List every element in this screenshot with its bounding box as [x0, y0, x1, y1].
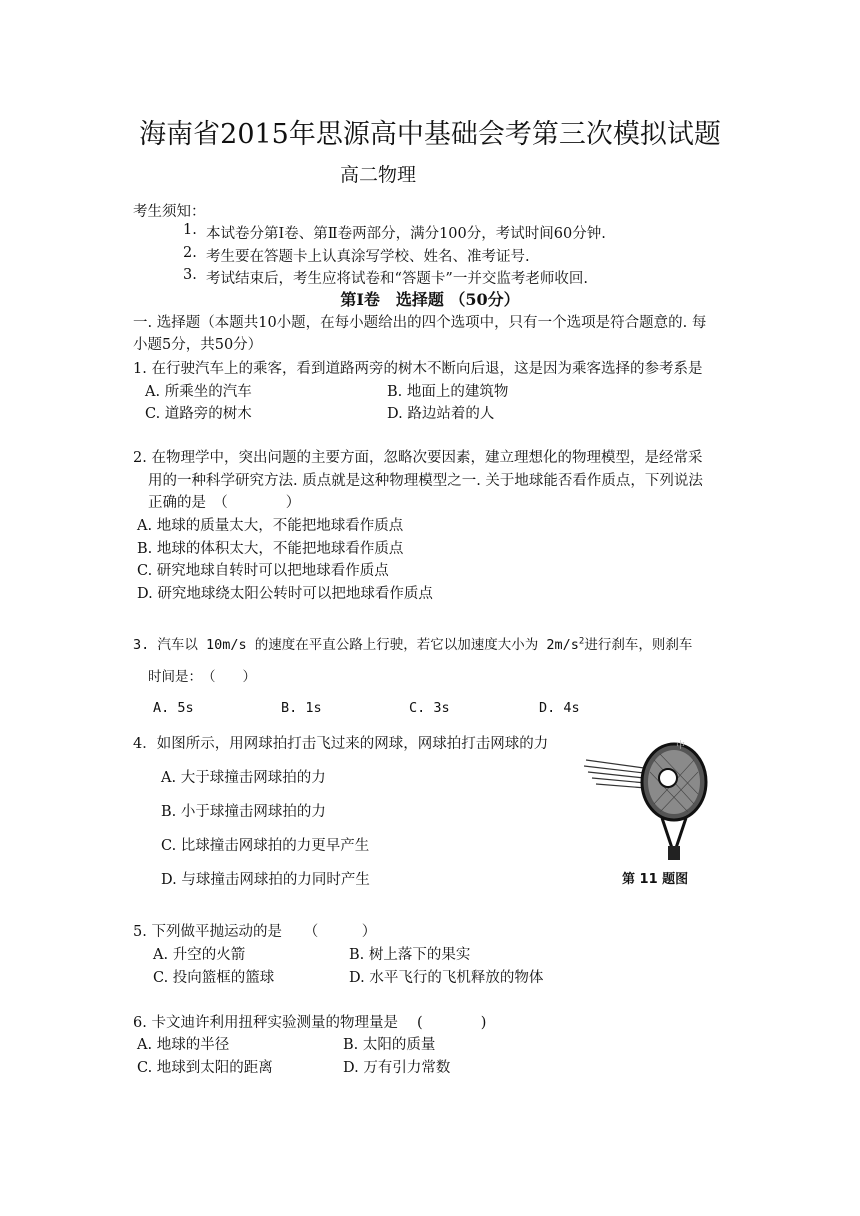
question-stem: 5. 下列做平抛运动的是 （ ） — [133, 924, 377, 940]
option: C. 投向篮框的篮球 — [153, 970, 275, 986]
option: B. 树上落下的果实 — [349, 947, 471, 963]
option: B. 小于球撞击网球拍的力 — [161, 804, 326, 820]
option: B. 地面上的建筑物 — [387, 384, 509, 400]
subject-subtitle: 高二物理 — [340, 164, 417, 186]
notice-item-num: 1. — [183, 222, 197, 238]
tennis-racket-figure — [584, 740, 714, 890]
question-stem: 时间是： （ ） — [148, 669, 256, 685]
option: C. 3s — [409, 700, 450, 716]
option: D. 水平飞行的飞机释放的物体 — [349, 970, 544, 986]
option: D. 路边站着的人 — [387, 406, 495, 422]
question-stem: 用的一种科学研究方法. 质点就是这种物理模型之一. 关于地球能否看作质点，下列说法 — [148, 473, 703, 489]
option: D. 研究地球绕太阳公转时可以把地球看作质点 — [137, 586, 433, 602]
notice-item: 本试卷分第Ⅰ卷、第Ⅱ卷两部分，满分100分，考试时间60分钟. — [206, 226, 606, 242]
page-title: 海南省2015年思源高中基础会考第三次模拟试题 — [139, 119, 721, 150]
option: A. 地球的半径 — [137, 1037, 230, 1053]
option: B. 太阳的质量 — [343, 1037, 436, 1053]
question-stem: 正确的是 （ ） — [148, 495, 301, 511]
notice-item-num: 3. — [183, 267, 197, 283]
option: A. 大于球撞击网球拍的力 — [161, 770, 326, 786]
option: C. 地球到太阳的距离 — [137, 1060, 273, 1076]
question-stem: 6. 卡文迪许利用扭秤实验测量的物理量是 ( ) — [133, 1015, 487, 1031]
option: B. 地球的体积太大，不能把地球看作质点 — [137, 541, 404, 557]
option: C. 道路旁的树木 — [145, 406, 252, 422]
question-stem: 3. 汽车以 10m/s 的速度在平直公路上行驶，若它以加速度大小为 $2m/s^2$进行刹车，则刹车 — [133, 636, 693, 653]
question-stem: 4．如图所示，用网球拍打击飞过来的网球，网球拍打击网球的力 — [133, 736, 549, 752]
option: D. 与球撞击网球拍的力同时产生 — [161, 872, 370, 888]
option: A. 5s — [153, 700, 194, 716]
svg-text:中: 中 — [676, 741, 686, 751]
notice-item: 考试结束后，考生应将试卷和“答题卡”一并交监考老师收回. — [206, 271, 588, 287]
notice-item: 考生要在答题卡上认真涂写学校、姓名、准考证号. — [206, 249, 530, 265]
option: C. 研究地球自转时可以把地球看作质点 — [137, 563, 389, 579]
option: B. 1s — [281, 700, 322, 716]
option: D. 万有引力常数 — [343, 1060, 451, 1076]
option: A. 地球的质量太大，不能把地球看作质点 — [137, 518, 404, 534]
question-stem: 2. 在物理学中，突出问题的主要方面，忽略次要因素，建立理想化的物理模型，是经常采 — [133, 450, 703, 466]
notice-item-num: 2. — [183, 245, 197, 261]
option: A. 所乘坐的汽车 — [145, 384, 252, 400]
part-intro-line: 小题5分，共50分） — [133, 337, 263, 353]
notice-heading: 考生须知： — [133, 204, 206, 220]
part-intro-line: 一. 选择题（本题共10小题，在每小题给出的四个选项中，只有一个选项是符合题意的. 每 — [133, 315, 707, 331]
option: D. 4s — [539, 700, 580, 716]
option: A. 升空的火箭 — [153, 947, 246, 963]
figure-caption: 第 11 题图 — [622, 872, 689, 887]
question-stem: 1. 在行驶汽车上的乘客，看到道路两旁的树木不断向后退，这是因为乘客选择的参考系是 — [133, 361, 703, 377]
option: C. 比球撞击网球拍的力更早产生 — [161, 838, 370, 854]
section-heading: 第Ⅰ卷 选择题 （50分） — [340, 290, 520, 309]
